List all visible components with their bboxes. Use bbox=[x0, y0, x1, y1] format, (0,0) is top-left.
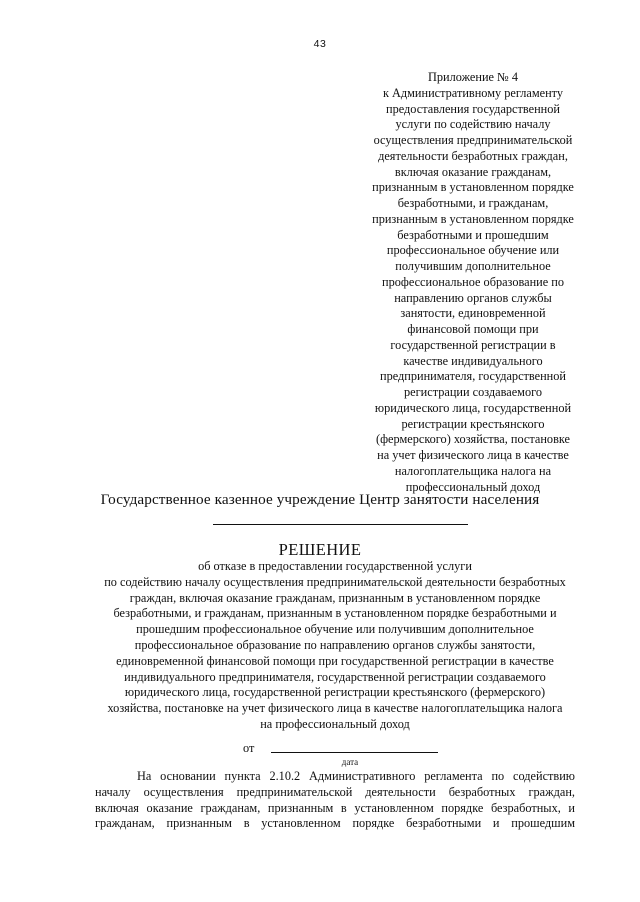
decision-title: РЕШЕНИЕ bbox=[278, 540, 362, 559]
organization-name: Государственное казенное учреждение Центр занятости населения bbox=[100, 491, 540, 508]
subtitle-line: индивидуального предпринимателя, государственной регистрации создаваемого bbox=[124, 669, 546, 684]
body-line: На основании пункта 2.10.2 Административного регламента по содействию bbox=[137, 769, 575, 783]
page-number: 43 bbox=[313, 38, 327, 50]
annex-line: безработными и прошедшим bbox=[397, 227, 549, 242]
annex-line: финансовой помощи при bbox=[407, 322, 539, 336]
annex-line: предпринимателя, государственной bbox=[379, 369, 566, 384]
body-paragraph bbox=[95, 769, 575, 832]
annex-line: осуществления предпринимательской bbox=[373, 133, 573, 147]
annex-line: получившим дополнительное bbox=[395, 259, 551, 273]
annex-line: направлению органов службы bbox=[394, 290, 552, 305]
annex-line: профессиональное обучение или bbox=[386, 243, 560, 258]
annex-heading bbox=[348, 70, 598, 495]
subtitle-line: безработными, и гражданам, признанным в установленном порядке безработными и bbox=[113, 606, 557, 621]
organization-underline bbox=[213, 524, 468, 525]
annex-line: профессиональный доход bbox=[405, 479, 541, 494]
subtitle-line: об отказе в предоставлении государственной услуги bbox=[198, 559, 472, 573]
subtitle-line: единовременной финансовой помощи при государственной регистрации в качестве bbox=[116, 653, 554, 668]
subtitle-line: граждан, включая оказание гражданам, признанным в установленном порядке bbox=[129, 590, 541, 605]
annex-line: юридического лица, государственной bbox=[374, 400, 572, 415]
annex-line: качестве индивидуального bbox=[403, 353, 543, 368]
annex-line: безработными, и гражданам, bbox=[397, 196, 549, 210]
annex-line: предоставления государственной bbox=[386, 101, 560, 116]
body-line: гражданам, признанным в установленном порядке безработными и прошедшим bbox=[95, 816, 575, 831]
annex-line: государственной регистрации в bbox=[390, 337, 556, 352]
annex-line: на учет физического лица в качестве bbox=[377, 448, 569, 462]
body-line: началу осуществления предпринимательской деятельности безработных граждан, bbox=[95, 784, 575, 799]
annex-line: включая оказание гражданам, bbox=[394, 164, 552, 179]
body-line: включая оказание гражданам, признанным в установленном порядке безработных, и bbox=[95, 800, 575, 815]
subtitle-line: профессиональное образование по направлению органов службы занятости, bbox=[134, 637, 536, 652]
annex-line: признанным в установленном порядке bbox=[372, 180, 574, 195]
date-blank-line bbox=[271, 752, 438, 753]
annex-line: деятельности безработных граждан, bbox=[378, 148, 568, 163]
date-row bbox=[243, 740, 463, 756]
annex-line: (фермерского) хозяйства, постановке bbox=[375, 432, 571, 447]
subtitle-line: на профессиональный доход bbox=[260, 716, 410, 731]
date-prefix: от bbox=[243, 741, 255, 755]
annex-line: регистрации крестьянского bbox=[401, 416, 545, 431]
subtitle-line: юридического лица, государственной регистрации крестьянского (фермерского) bbox=[124, 685, 546, 700]
annex-line: занятости, единовременной bbox=[400, 306, 546, 321]
subtitle-line: по содействию началу осуществления предпринимательской деятельности безработных bbox=[104, 574, 566, 589]
annex-line: к Административному регламенту bbox=[382, 85, 564, 100]
subtitle-line: хозяйства, постановке на учет физического лица в качестве налогоплательщика налога bbox=[107, 701, 563, 716]
subtitle-line: прошедшим профессиональное обучение или получившим дополнительное bbox=[136, 622, 534, 637]
annex-line: профессиональное образование по bbox=[381, 274, 565, 289]
date-caption: дата bbox=[341, 757, 359, 767]
decision-subtitle bbox=[95, 559, 575, 733]
annex-line: налогоплательщика налога на bbox=[394, 463, 552, 478]
annex-line: услуги по содействию началу bbox=[395, 117, 551, 132]
annex-line: регистрации создаваемого bbox=[404, 385, 542, 399]
annex-line: признанным в установленном порядке bbox=[372, 211, 574, 226]
annex-line: Приложение № 4 bbox=[427, 70, 519, 84]
